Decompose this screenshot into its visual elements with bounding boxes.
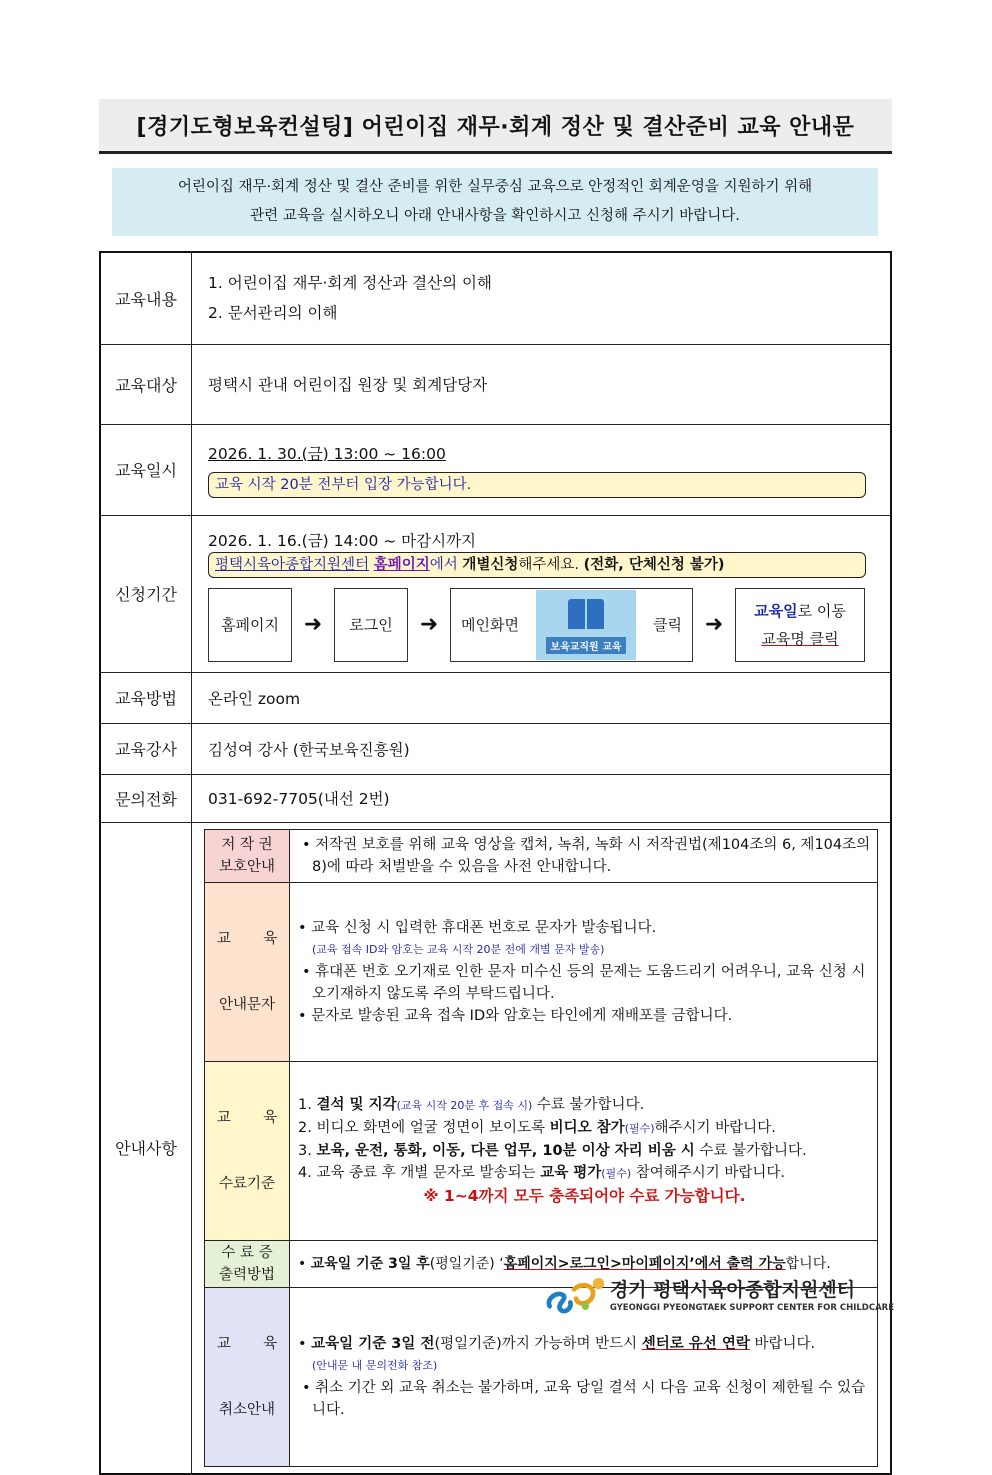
completion-warning: ※ 1~4까지 모두 충족되어야 수료 가능합니다. — [423, 1187, 746, 1205]
certificate-bold: 교육일 기준 3일 후 — [310, 1255, 430, 1272]
arrow-icon: ➜ — [704, 612, 724, 637]
completion-item-1-num: 1. — [298, 1097, 317, 1113]
apply-note-indiv: 개별신청 — [462, 556, 519, 573]
certificate-label-1: 수 료 증 — [221, 1244, 273, 1261]
copyright-label-1: 저 작 권 — [221, 836, 273, 853]
row-content — [100, 252, 891, 344]
step-edu-day: 교육일 — [754, 601, 798, 620]
sms-label — [205, 882, 290, 1061]
step-homepage: 홈페이지 — [208, 588, 292, 662]
sms-label-2: 안내문자 — [218, 996, 276, 1013]
label-apply: 신청기간 — [100, 515, 192, 672]
certificate-label — [205, 1240, 290, 1287]
completion-item-1-rest: 수료 불가합니다. — [532, 1097, 645, 1113]
cancel-bold: 교육일 기준 3일 전 — [311, 1335, 435, 1352]
title-bar — [99, 99, 892, 154]
label-method: 교육방법 — [100, 672, 192, 723]
apply-period: 2026. 1. 16.(금) 14:00 ~ 마감시까지 — [208, 531, 477, 550]
sms-bullet-1: • 교육 신청 시 입력한 휴대폰 번호로 문자가 발송됩니다. — [298, 919, 657, 936]
arrow-icon: ➜ — [419, 612, 439, 637]
cancel-label-2: 취소안내 — [218, 1401, 276, 1418]
cancel-note: (안내문 내 문의전화 참조) — [312, 1358, 438, 1372]
copyright-bullet: • 저작권 보호를 위해 교육 영상을 캡쳐, 녹취, 녹화 시 저작권법(제104조의 6, 제104조의 8)에 따라 처벌받을 수 있음을 사전 안내합니다. — [302, 836, 871, 875]
step-main — [450, 588, 693, 662]
completion-item-4-text: 4. 교육 종료 후 개별 문자로 발송되는 — [298, 1165, 541, 1181]
completion-item-2 — [298, 1117, 871, 1140]
footer-logo-row — [544, 1273, 894, 1315]
completion-item-2-text: 2. 비디오 화면에 얼굴 정면이 보이도록 — [298, 1120, 550, 1136]
sms-bullet-1-note: (교육 접속 ID와 암호는 교육 시작 20분 전에 개별 문자 발송) — [312, 942, 605, 956]
row-date — [100, 424, 891, 515]
apply-note-home: 홈페이지 — [373, 556, 430, 573]
row-phone — [100, 774, 891, 822]
completion-item-4-bold: 교육 평가 — [540, 1165, 602, 1181]
book-icon — [568, 599, 604, 629]
apply-note — [208, 552, 866, 578]
cancel-label-1: 교 육 — [216, 1335, 278, 1352]
notice-completion — [205, 1061, 878, 1240]
label-phone: 문의전화 — [100, 774, 192, 822]
label-notice: 안내사항 — [100, 822, 192, 1474]
intro-line-2: 관련 교육을 실시하오니 아래 안내사항을 확인하시고 신청해 주시기 바랍니다. — [250, 208, 740, 224]
step-main-click: 클릭 — [653, 616, 682, 634]
completion-item-1 — [298, 1094, 871, 1117]
completion-label-2: 수료기준 — [218, 1175, 276, 1192]
notice-table — [204, 829, 878, 1467]
sms-bullet-2: • 휴대폰 번호 오기재로 인한 문자 미수신 등의 문제는 도움드리기 어려우니, 교육 신청 시 오기재하지 않도록 주의 부탁드립니다. — [302, 963, 866, 1002]
intro-box — [112, 168, 878, 236]
cancel-end: 바랍니다. — [749, 1335, 816, 1352]
completion-item-4 — [298, 1162, 871, 1185]
completion-item-3-bold: 보육, 운전, 통화, 이동, 다른 업무, 10분 이상 자리 비움 시 — [316, 1143, 695, 1159]
cancel-label — [205, 1287, 290, 1466]
apply-note-mid: 에서 — [429, 556, 463, 573]
completion-item-2-note: (필수) — [624, 1122, 655, 1135]
label-lecturer: 교육강사 — [100, 723, 192, 774]
value-phone: 031-692-7705(내선 2번) — [192, 774, 892, 822]
certificate-mid: (평일기준) ‘ — [429, 1255, 504, 1272]
value-content — [192, 252, 892, 344]
arrow-icon: ➜ — [303, 612, 323, 637]
cancel-contact: 센터로 유선 연락 — [641, 1335, 750, 1352]
notice-copyright — [205, 829, 878, 882]
completion-item-3 — [298, 1140, 871, 1162]
book-banner — [536, 590, 636, 660]
row-target — [100, 344, 891, 424]
step-edu-line-2: 교육명 클릭 — [761, 629, 839, 648]
step-edu — [735, 588, 865, 662]
cancel-mid: (평일기준)까지 가능하며 반드시 — [434, 1335, 642, 1352]
certificate-path: 홈페이지>로그인>마이페이지’에서 출력 가능 — [503, 1255, 786, 1272]
cancel-bullet: • — [298, 1335, 312, 1352]
completion-item-2-bold: 비디오 참가 — [549, 1120, 625, 1136]
content-item-2: 2. 문서관리의 이해 — [208, 304, 338, 323]
completion-item-1-bold: 결석 및 지각 — [316, 1097, 397, 1113]
notice-sms — [205, 882, 878, 1061]
value-target: 평택시 관내 어린이집 원장 및 회계담당자 — [192, 344, 892, 424]
value-method: 온라인 zoom — [192, 672, 892, 723]
book-banner-label: 보육교직원 교육 — [546, 637, 625, 654]
certificate-bullet: • — [298, 1255, 311, 1272]
value-apply — [192, 515, 892, 672]
label-date: 교육일시 — [100, 424, 192, 515]
completion-item-4-rest: 참여해주시기 바랍니다. — [631, 1165, 786, 1181]
label-content: 교육내용 — [100, 252, 192, 344]
step-edu-move: 로 이동 — [797, 601, 846, 620]
date-value: 2026. 1. 30.(금) 13:00 ~ 16:00 — [208, 444, 446, 463]
completion-item-3-rest: 수료 불가합니다. — [694, 1143, 807, 1159]
footer-subtitle: GYEONGGI PYEONGTAEK SUPPORT CENTER FOR CHILDCARE — [609, 1303, 894, 1313]
sms-bullet-3: • 문자로 발송된 교육 접속 ID와 암호는 타인에게 재배포를 금합니다. — [298, 1007, 733, 1024]
completion-label-1: 교 육 — [216, 1109, 278, 1126]
intro-line-1: 어린이집 재무·회계 정산 및 결산 준비를 위한 실무중심 교육으로 안정적인 회계운영을 지원하기 위해 — [177, 179, 813, 195]
row-notice — [100, 822, 891, 1474]
completion-label — [205, 1061, 290, 1240]
sms-label-1: 교 육 — [216, 930, 278, 947]
footer — [544, 1273, 894, 1317]
content-item-1: 1. 어린이집 재무·회계 정산과 결산의 이해 — [208, 274, 492, 293]
apply-note-org: 평택시육아종합지원센터 — [215, 556, 370, 573]
certificate-end: 합니다. — [785, 1255, 831, 1272]
completion-item-3-num: 3. — [298, 1143, 317, 1159]
label-target: 교육대상 — [100, 344, 192, 424]
center-logo-icon — [544, 1273, 610, 1315]
apply-steps — [208, 588, 890, 662]
value-notice — [192, 822, 892, 1474]
completion-item-1-note: (교육 시작 20분 후 접속 시) — [396, 1099, 533, 1112]
copyright-label — [205, 829, 290, 882]
copyright-text — [290, 829, 878, 882]
page-title: [경기도형보육컨설팅] 어린이집 재무·회계 정산 및 결산준비 교육 안내문 — [136, 114, 855, 140]
sms-text — [290, 882, 878, 1061]
completion-item-4-note: (필수) — [601, 1167, 632, 1180]
completion-text — [290, 1061, 878, 1240]
footer-title: 경기 평택시육아종합지원센터 — [609, 1279, 856, 1301]
cancel-bullet-1 — [298, 1333, 871, 1355]
completion-item-2-rest: 해주시기 바랍니다. — [654, 1120, 776, 1136]
value-date — [192, 424, 892, 515]
row-method — [100, 672, 891, 723]
date-note: 교육 시작 20분 전부터 입장 가능합니다. — [208, 472, 866, 498]
apply-note-rest: 해주세요. — [518, 556, 584, 573]
apply-note-paren: (전화, 단체신청 불가) — [583, 556, 725, 573]
row-apply — [100, 515, 891, 672]
step-edu-line-1 — [754, 597, 846, 625]
value-lecturer: 김성여 강사 (한국보육진흥원) — [192, 723, 892, 774]
step-main-label: 메인화면 — [461, 616, 519, 634]
copyright-label-2: 보호안내 — [218, 858, 276, 875]
step-login: 로그인 — [334, 588, 408, 662]
certificate-label-2: 출력방법 — [218, 1266, 276, 1283]
row-lecturer — [100, 723, 891, 774]
footer-text — [610, 1275, 894, 1313]
cancel-bullet-2: • 취소 기간 외 교육 취소는 불가하며, 교육 당일 결석 시 다음 교육 신청이 제한될 수 있습니다. — [302, 1379, 866, 1418]
